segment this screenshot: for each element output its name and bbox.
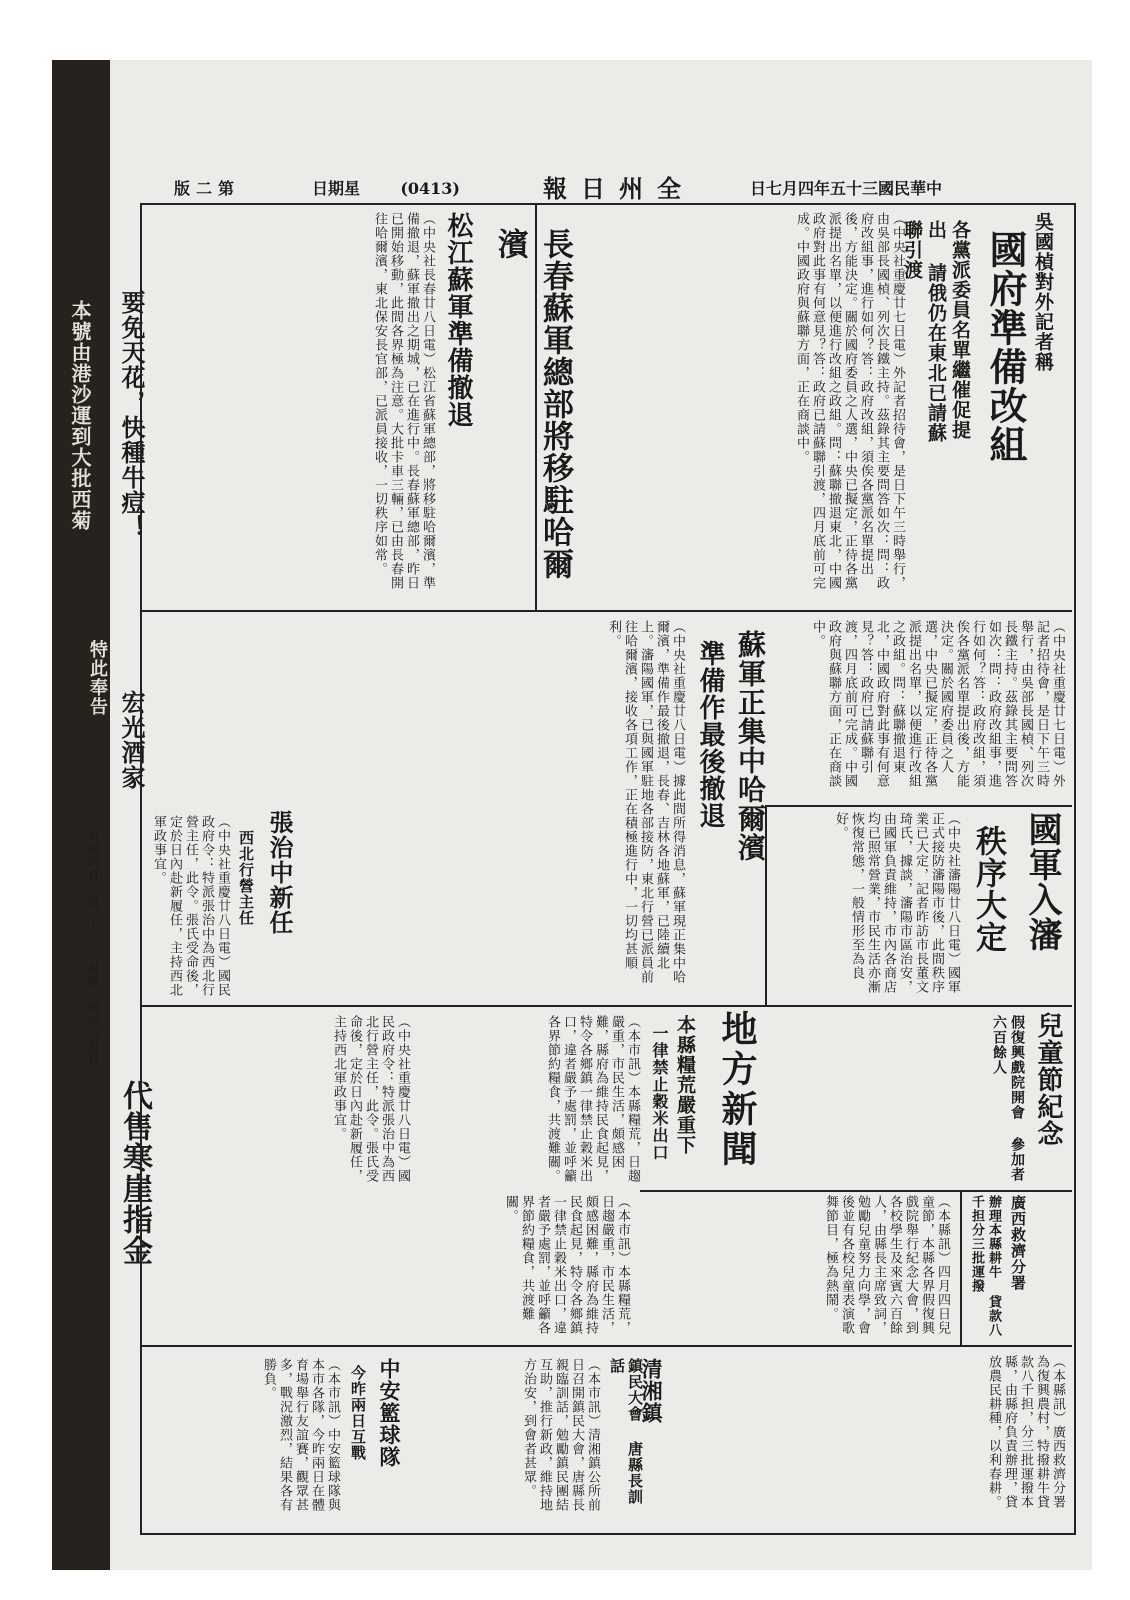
local1-body: （本市訊）本縣糧荒，日趨嚴重，市民生活，頗感困難，縣府為維持民食起見，特令各鄉鎮一律禁止穀米出口，違者嚴予處罰，並呼籲各界節約糧食，共渡難關。 [545, 1015, 640, 1183]
local1-headline: 本縣糧荒嚴重下 [674, 1015, 696, 1155]
row1-divider [140, 610, 1072, 612]
local5-body: （本市訊）中安籃球隊與本市各隊，今昨兩日在體育場舉行友誼賽，觀眾甚多，戰況激烈，結果各有勝負。 [261, 1358, 340, 1512]
article4-subhead: 秩序大定 [970, 825, 1006, 953]
local-filler-upper: （中央社重慶廿八日電）國民政府令：特派張治中為西北行營主任，此令。張氏受命後，定於日內赴新履任，主持西北軍政事宜。 [331, 1015, 410, 1183]
local1-continued: （本市訊）本縣糧荒，日趨嚴重，市民生活，頗感困難，縣府為維持民食起見，特令各鄉鎮一律禁止穀米出口，違者嚴予處罰，並呼籲各界節約糧食，共渡難關。 [503, 1195, 630, 1335]
article2-headline: 長春蘇軍總部將移駐哈爾濱 [492, 228, 573, 580]
article1-continued: （中央社重慶廿七日電）外記者招待會，是日下午三時舉行，由吳部長國楨、列次長鐵主持。茲錄其主要問答如次：問：政府改組事，進行如何？答：政府改組，須俟各黨派名單提出後，方能決定。關於國府委員之人選，中央已擬定，正待各黨派提出名單，以便進行改組之政組。問：蘇聯撤退東北，中國政府對此事有何意見？答：政府已請蘇聯引渡，四月底前可完成。中國政府與蘇聯方面，正在商談中。 [810, 620, 1065, 788]
local4-body: （本市訊）清湘鎮公所前日召開鎮民大會，唐縣長親臨訓話，勉勵鎮民團結互助，推行新政，維持地方治安，到會者甚眾。 [521, 1358, 600, 1512]
local2-headline: 兒童節紀念 [1033, 1012, 1063, 1147]
local5-subhead: 今昨兩日互戰 [349, 1365, 367, 1461]
article5-subhead: 西北行營主任 [237, 830, 255, 926]
article3-subhead: 準備作最後撤退 [695, 640, 725, 829]
margin-ad-tail: 代售寒崖指金 [117, 1080, 152, 1266]
local2-body: （本縣訊）四月四日兒童節，本縣各界假復興戲院舉行紀念大會，到各校學生及來賓六百餘人，由縣長主席致詞，勉勵兒童努力向學，會後並有各校兒童表演歌舞節目，極為熱鬧。 [823, 1195, 950, 1335]
article2-subhead: 松江蘇軍準備撤退 [443, 212, 473, 428]
article5-headline: 張治中新任 [265, 810, 294, 935]
margin-ad-line2: 特此奉告 [87, 640, 108, 716]
local3-headline: 廣西救濟分署 [1009, 1195, 1027, 1291]
article4-headline: 國軍入瀋 [1022, 812, 1062, 952]
header-weekday: 星期日 [311, 179, 360, 198]
row2-divider [140, 1005, 1072, 1007]
local-news-banner: 地方新聞 [716, 1010, 758, 1170]
local5-headline: 中安籃球隊 [377, 1358, 402, 1468]
children-day-rule [640, 1190, 1072, 1192]
masthead: 全州日報 [543, 174, 695, 203]
margin-ad-line1: 本號由港沙運到大批西菊 [68, 300, 92, 531]
article1-headline: 國府準備改組 [983, 230, 1028, 464]
header-issue: (3140) [400, 179, 460, 198]
local4-headline: 清湘鎮 [639, 1358, 664, 1424]
article2-body: （中央社長春廿八日電）松江省蘇軍總部，將移駐哈爾濱，準備撤退，蘇軍撤出之期城，已在進行中。長春蘇軍總部，昨日已開始移動，此間各界極為注意。大批卡車三輛，已由長春開往哈爾濱，東北保安長官部，已派員接收，一切秩序如常。 [372, 212, 435, 590]
article3-body: （中央社重慶廿八日電）據此間所得消息，蘇軍現正集中哈爾濱，準備作最後撤退，長春、吉林各地蘇軍，已陸續北上。瀋陽國軍，已與國軍駐地各部接防，東北行營已派員前往哈爾濱，接收各項工作，正在積極進行中，一切均甚順利。 [606, 620, 685, 984]
margin-ad-price: 每函四頁定價二十元 每購一函作八折算 [86, 830, 100, 1066]
margin-slogan: 要免天花，快種牛痘！ [117, 290, 145, 540]
header-page: 第二版 [173, 179, 240, 198]
article3-headline: 蘇軍正集中哈爾濱 [734, 630, 767, 862]
children-day-divider [960, 1190, 962, 1345]
local4-subhead: 鎮民大會 唐縣長訓話 [608, 1358, 644, 1505]
local3-body: （本縣訊）廣西救濟分署為復興農村，特撥耕牛貸款八千担，分三批運撥本縣，由縣府負責辦理，貸放農民耕種，以利春耕。 [986, 1355, 1065, 1509]
local1-subhead: 一律禁止穀米出口 [650, 1025, 669, 1161]
article4-body: （中央社瀋陽廿八日電）國軍正式接防瀋陽市後，此間秩序業已大定，記者昨訪市長董文琦氏，據談，瀋陽市區治安，由國軍負責維持，市內各商店均已照常營業，市民生活亦漸恢復常態，一般情形至為良好。 [833, 812, 960, 994]
article1-kicker: 吳國楨對外記者稱 [1032, 212, 1054, 372]
article1-body: （中央社重慶廿七日電）外記者招待會，是日下午三時舉行，由吳部長國楨、列次長鐵主持。茲錄其主要問答如次：問：政府改組事，進行如何？答：政府改組，須俟各黨派名單提出後，方能決定。關於國府委員之人選，中央已擬定，正待各黨派提出名單，以便進行改組之政組。問：蘇聯撤退東北，中國政府對此事有何意見？答：政府已請蘇聯引渡，四月底前可完成。中國政府與蘇聯方面，正在商談中。 [794, 212, 905, 590]
local3-subhead: 辦理本縣耕牛 貸款八千担分三批運撥 [969, 1195, 1001, 1337]
mid-right-rule [765, 805, 1072, 807]
row3-divider [140, 1345, 1072, 1347]
header-date: 中華民國三十五年四月七日 [750, 179, 943, 198]
article1-subhead: 各黨派委員名單繼催促提出 請俄仍在東北已請蘇聯引渡 [901, 220, 971, 443]
margin-ad-brand: 宏光酒家 [117, 690, 145, 790]
article5-body: （中央社重慶廿八日電）國民政府令：特派張治中為西北行營主任，此令。張氏受命後，定於日內赴新履任，主持西北軍政事宜。 [151, 815, 230, 997]
local2-subhead: 假復興戲院開會 參加者六百餘人 [991, 1015, 1025, 1182]
